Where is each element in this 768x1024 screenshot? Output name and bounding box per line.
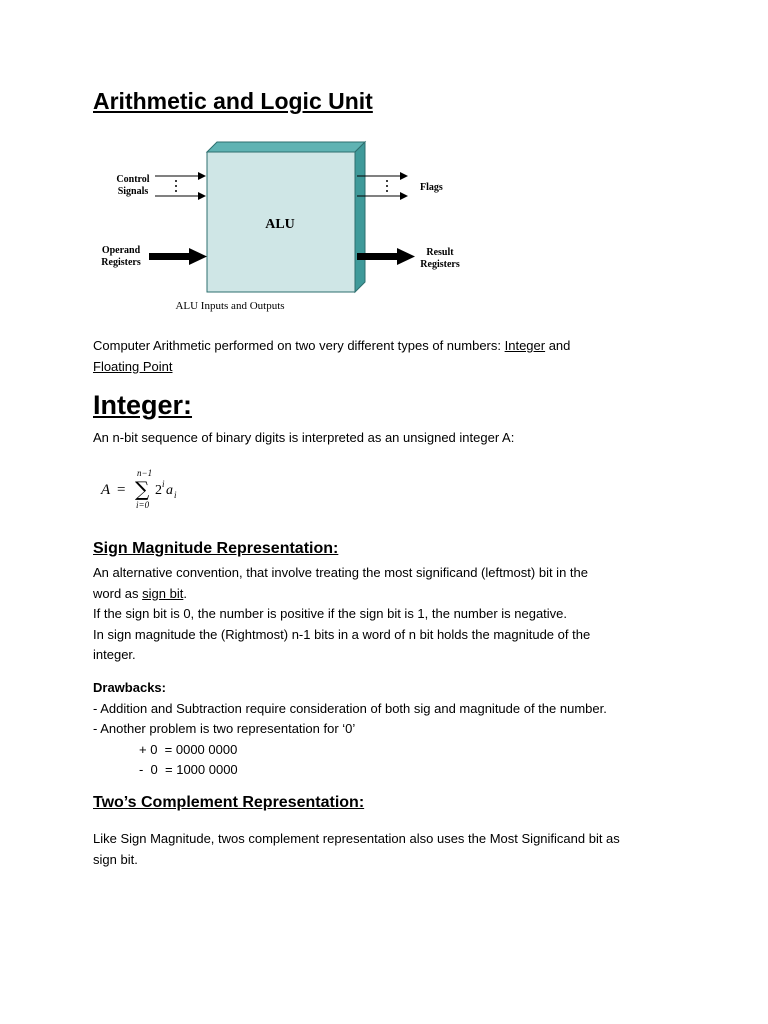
result-registers-label-2: Registers xyxy=(420,259,460,270)
flags-label: Flags xyxy=(420,182,443,193)
intro-text-1: Computer Arithmetic performed on two very different types of numbers: xyxy=(93,338,505,353)
operand-registers-label-2: Registers xyxy=(101,257,141,268)
diagram-caption: ALU Inputs and Outputs xyxy=(175,300,285,312)
drawback-item-2: - Another problem is two representation for ‘0’ xyxy=(93,721,356,736)
drawbacks-heading: Drawbacks: xyxy=(93,680,166,695)
alu-box-side xyxy=(355,142,365,292)
twos-complement-line-2: sign bit. xyxy=(93,851,138,867)
floating-point-link[interactable]: Floating Point xyxy=(93,358,173,374)
negative-zero-representation: - 0 = 1000 0000 xyxy=(139,762,238,777)
formula-sigma: ∑ xyxy=(135,477,150,501)
sign-magnitude-line-2: If the sign bit is 0, the number is positive if the sign bit is 1, the number is negative. xyxy=(93,606,568,621)
formula-lhs: A xyxy=(101,482,111,498)
integer-heading: Integer: xyxy=(93,390,193,420)
sign-magnitude-line-1b xyxy=(93,584,693,605)
result-registers-label-1: Result xyxy=(426,247,454,258)
integer-description: An n-bit sequence of binary digits is interpreted as an unsigned integer A: xyxy=(93,430,515,445)
formula-base: 2 xyxy=(155,483,162,498)
drawbacks-section xyxy=(93,678,693,781)
alu-diagram xyxy=(93,140,473,320)
sign-bit-link[interactable]: sign bit xyxy=(142,585,184,601)
intro-text-2: and xyxy=(545,338,571,353)
page-title: Arithmetic and Logic Unit xyxy=(93,88,373,114)
integer-link[interactable]: Integer xyxy=(504,338,546,353)
sign-magnitude-body xyxy=(93,563,693,666)
twos-complement-heading: Two’s Complement Representation: xyxy=(93,794,365,811)
formula-exponent: i xyxy=(162,479,165,489)
sign-magnitude-period: . xyxy=(183,585,187,601)
twos-complement-body xyxy=(93,829,693,870)
unsigned-integer-formula xyxy=(93,462,203,512)
intro-paragraph xyxy=(93,336,693,377)
sign-magnitude-line-3b: integer. xyxy=(93,647,136,662)
sign-magnitude-heading: Sign Magnitude Representation: xyxy=(93,540,339,557)
alu-label: ALU xyxy=(265,217,295,232)
formula-subscript: i xyxy=(174,490,177,500)
operand-registers-label-1: Operand xyxy=(101,245,141,256)
control-signals-label-2: Signals xyxy=(117,186,149,197)
sign-magnitude-text: word as xyxy=(93,585,143,601)
drawback-item-1: - Addition and Subtraction require consideration of both sig and magnitude of the number. xyxy=(93,700,607,716)
twos-complement-line-1: Like Sign Magnitude, twos complement representation also uses the Most Significand bit as xyxy=(93,831,620,846)
alu-box-top xyxy=(207,142,365,152)
formula-upper-limit: n−1 xyxy=(137,468,153,478)
formula-equals: = xyxy=(117,482,126,498)
formula-lower-limit: i=0 xyxy=(136,500,150,510)
positive-zero-representation: + 0 = 0000 0000 xyxy=(139,741,238,757)
formula-a: a xyxy=(166,483,173,498)
control-signals-label-1: Control xyxy=(116,174,150,185)
sign-magnitude-line-1a: An alternative convention, that involve treating the most significand (leftmost) bit in the xyxy=(93,565,588,580)
sign-magnitude-line-3a: In sign magnitude the (Rightmost) n-1 bits in a word of n bit holds the magnitude of the xyxy=(93,626,591,642)
